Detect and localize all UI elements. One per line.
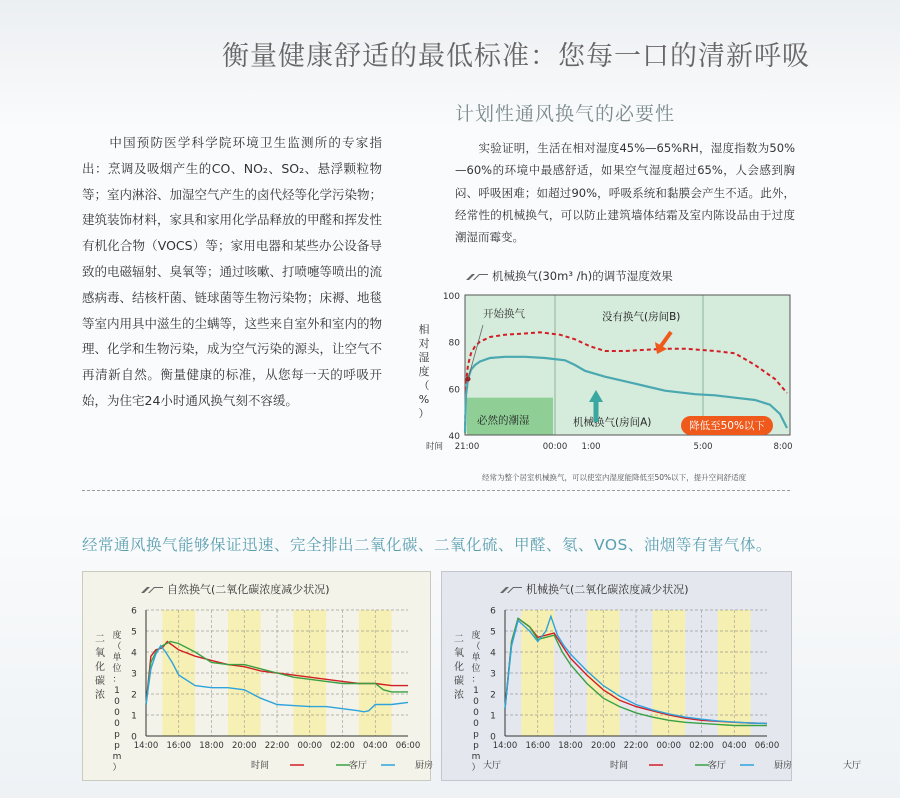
y-axis-label-unit: p [114,741,120,751]
y-axis-label-unit: 0 [473,697,479,707]
y-axis-label-unit: p [473,730,479,740]
section-paragraph-text: 实验证明，生活在相对湿度45%—65%RH，湿度指数为50%—60%的环境中最感舒适，如果空气湿度超过65%，人会感到胸闷、呼吸困难；如超过90%，呼吸系统和黏膜会产生不适。此外，经常性的机械换气，可以防止建筑墙体结霜及室内陈设品由于过度潮湿而霉变。 [455,141,795,245]
y-tick-label: 5 [490,627,496,638]
y-axis-label-unit: 0 [114,708,120,718]
x-tick-label: 14:00 [133,741,159,751]
y-axis-label-unit: 0 [473,708,479,718]
legend-label-hall: 大厅 [483,761,502,771]
natural-co2-chart [83,572,434,780]
x-tick-label: 06:00 [395,741,421,751]
y-axis-label: 浓 [454,690,464,701]
section-divider [82,490,790,491]
y-tick-label: 1 [131,711,137,722]
natural-chart-title-text: 自然换气(二氧化碳浓度减少状况) [167,583,330,596]
y-tick-label: 5 [131,627,137,638]
y-axis-label: 浓 [95,690,105,701]
y-tick-label: 0 [131,732,137,743]
x-tick-label: 02:00 [689,741,714,751]
legend-time-label: 时间 [610,761,629,771]
y-axis-label-unit: ： [471,675,481,685]
y-tick-label: 3 [490,669,496,680]
y-tick-label: 4 [490,648,496,659]
x-tick-label: 18:00 [199,741,224,751]
y-tick-label: 2 [131,690,137,701]
mechanical-co2-panel [441,571,792,781]
y-axis-label: % [418,393,430,406]
x-tick-label: 18:00 [558,741,583,751]
mechanical-chart-title-text: 机械换气(二氧化碳浓度减少状况) [526,583,689,596]
paragraph-indent [455,141,479,155]
y-axis-label-unit: p [473,741,479,751]
y-axis-label-unit: 0 [473,719,479,729]
legend-label-living: 客厅 [707,761,726,771]
legend-time-label: 时间 [251,761,270,771]
y-axis-label-unit: 1 [473,686,479,696]
y-axis-label-unit: 单 [112,653,122,663]
y-axis-label-unit: 1 [114,686,120,696]
y-axis-label-unit: m [471,752,481,762]
y-axis-label-unit: （ [112,642,122,652]
y-tick-label: 4 [131,648,137,659]
y-tick-label: 0 [490,732,496,743]
y-tick-label: 60 [448,385,460,396]
left-paragraph [82,130,382,414]
x-tick-label: 22:00 [623,741,649,751]
room-a-annotation: 机械换气(房间A) [573,416,652,429]
y-axis-label-unit: 单 [471,653,481,663]
paragraph-indent [82,135,109,150]
y-axis-label-unit: ） [471,763,481,773]
y-axis-label-unit: m [112,752,122,762]
legend-label-kitchen: 厨房 [774,761,793,771]
y-axis-label-unit: （ [471,642,481,652]
y-tick-label: 40 [448,432,460,442]
x-tick-label: 1:00 [581,442,601,452]
x-tick-label: 04:00 [722,741,747,751]
y-axis-label: ） [418,407,430,420]
y-tick-label: 6 [131,606,137,617]
y-axis-label: 化 [454,662,464,673]
natural-annotation: 必然的潮湿 [477,414,530,427]
y-axis-label-unit: ： [112,675,122,685]
y-axis-label: （ [418,379,430,392]
x-tick-label: 20:00 [591,741,616,751]
humidity-chart-title-text: 机械换气(30m³ /h)的调节湿度效果 [492,269,673,283]
room-b-annotation: 没有换气(房间B) [602,311,681,323]
x-tick-label: 00:00 [656,741,681,751]
x-tick-label: 5:00 [693,442,713,452]
y-tick-label: 3 [131,669,137,680]
y-axis-label-unit: 0 [114,697,120,707]
x-tick-label: 20:00 [232,741,257,751]
legend-label-kitchen: 厨房 [415,761,434,771]
y-tick-label: 6 [490,606,496,617]
y-axis-label: 化 [95,662,105,673]
y-axis-label: 氧 [95,648,105,659]
y-axis-label-unit: 位 [112,664,122,674]
bottom-heading: 经常通风换气能够保证迅速、完全排出二氧化碳、二氧化硫、甲醛、氡、VOS、油烟等有害气体。 [82,536,772,554]
y-axis-label-unit: 度 [112,631,122,641]
x-tick-label: 16:00 [525,741,550,751]
legend-label-living: 客厅 [348,761,367,771]
x-tick-label: 04:00 [363,741,388,751]
y-axis-label: 碳 [95,676,105,687]
left-paragraph-text: 中国预防医学科学院环境卫生监测所的专家指出：烹调及吸烟产生的CO、NO₂、SO₂、悬浮颗粒物等；室内淋浴、加湿空气产生的卤代烃等化学污染物；建筑装饰材料，家具和家用化学品释放的甲醛和挥发性有机化合物（VOCS）等；家用电器和某些办公设备导致的电磁辐射、臭氧等；通过咳嗽、打喷嚏等喷出的流感病毒、结核杆菌、链球菌等生物污染物；床褥、地毯等室内用具中滋生的尘螨等，这些来自室外和室内的物理、化学和生物污染，成为空气污染的源头，让空气不再清新自然。衡量健康的标准，从您每一天的呼吸开始，为住宅24小时通风换气刻不容缓。 [82,135,383,408]
x-axis-label: 时间 [426,442,444,452]
y-axis-label: 二 [454,634,464,645]
y-axis-label: 相 [418,323,430,336]
x-tick-label: 00:00 [297,741,322,751]
section-paragraph [455,137,795,248]
legend-label-hall: 大厅 [843,761,862,771]
y-tick-label: 100 [442,292,460,302]
x-tick-label: 16:00 [166,741,191,751]
x-tick-label: 00:00 [542,442,568,452]
y-axis-label: 碳 [454,676,464,687]
y-axis-label-unit: p [114,730,120,740]
start-annotation: 开始换气 [483,308,525,320]
humidity-chart [410,285,800,460]
y-axis-label: 氧 [454,648,464,659]
chart-title-icon [466,274,488,280]
y-tick-label: 2 [490,690,496,701]
y-tick-label: 80 [448,338,460,349]
reduction-badge-text: 降低至50%以下 [689,420,765,432]
section-heading: 计划性通风换气的必要性 [455,103,676,125]
y-axis-label-unit: 0 [114,719,120,729]
page-title: 衡量健康舒适的最低标准：您每一口的清新呼吸 [222,41,810,72]
humidity-footnote: 经常为整个居室机械换气，可以使室内湿度能降低至50%以下，提升空间舒适度 [482,473,747,482]
y-axis-label: 湿 [418,351,430,364]
mechanical-co2-chart [442,572,791,780]
x-tick-label: 21:00 [454,442,480,452]
x-tick-label: 22:00 [264,741,290,751]
y-axis-label: 对 [418,337,430,350]
y-tick-label: 1 [490,711,496,722]
x-tick-label: 02:00 [330,741,355,751]
y-axis-label-unit: 度 [471,631,481,641]
natural-co2-panel [82,571,434,781]
y-axis-label-unit: 位 [471,664,481,674]
x-tick-label: 14:00 [492,741,518,751]
x-tick-label: 8:00 [773,442,793,452]
humidity-chart-title [466,268,673,284]
y-axis-label-unit: ） [112,763,122,773]
x-tick-label: 06:00 [754,741,780,751]
y-axis-label: 二 [95,634,105,645]
y-axis-label: 度 [418,365,430,378]
